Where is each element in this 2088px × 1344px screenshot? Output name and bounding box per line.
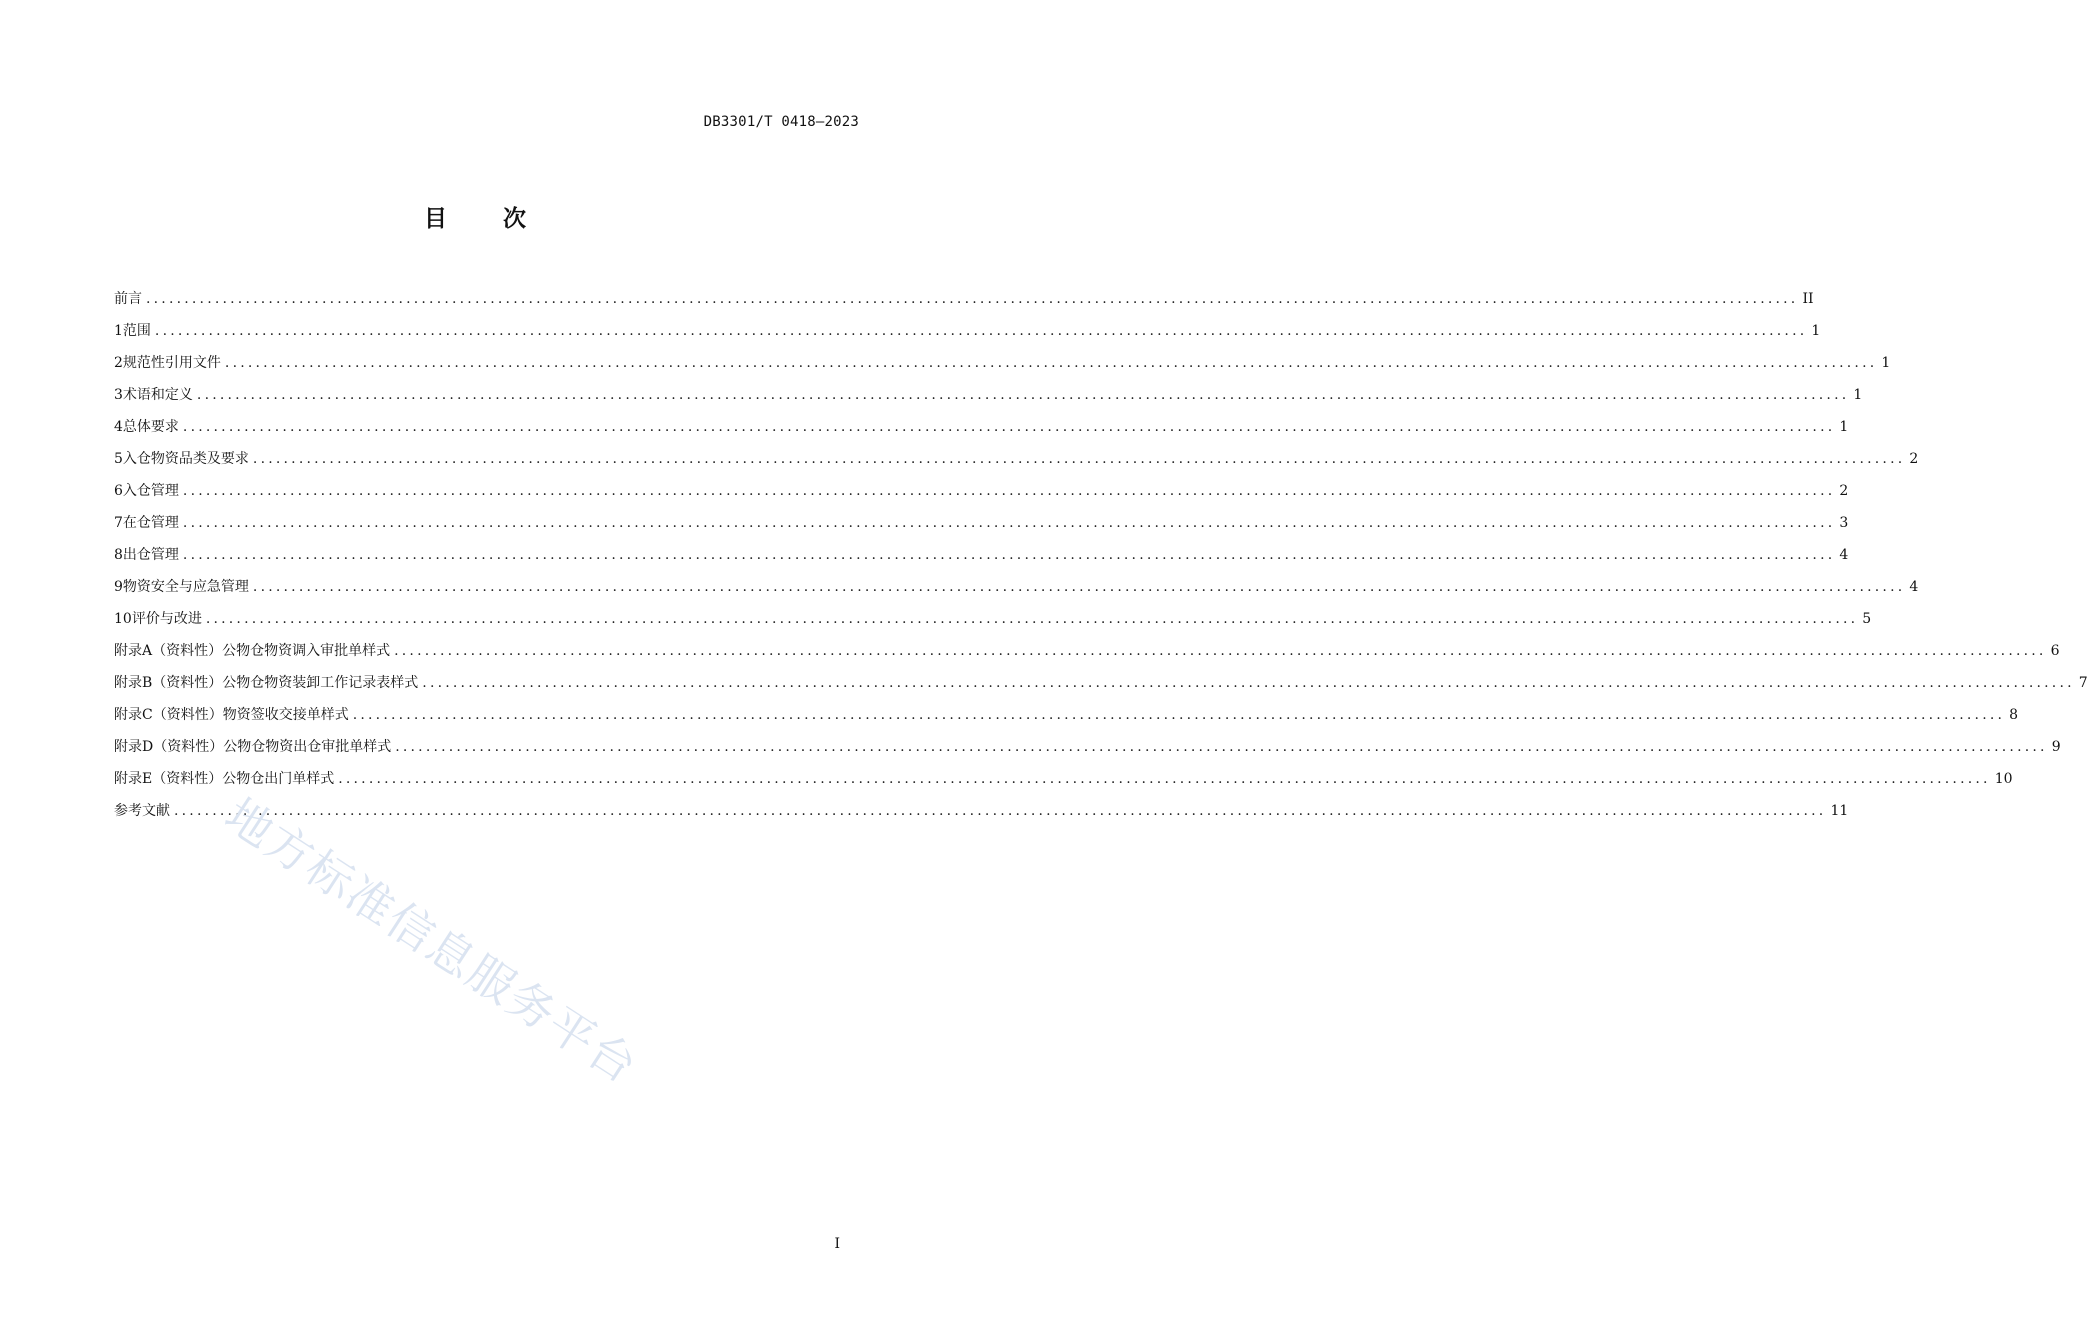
toc-title	[0, 200, 950, 233]
toc-entry-label: 在仓管理	[122, 515, 179, 531]
toc-leader-dots: ........................................................................................................................................................................................................................	[394, 643, 2047, 659]
toc-entry-number: 8	[114, 547, 123, 563]
table-of-contents	[114, 287, 2088, 831]
document-code: DB3301/T 0418—2023	[703, 114, 859, 130]
toc-leader-dots: ........................................................................................................................................................................................................................	[252, 579, 1906, 595]
toc-entry-page: 9	[2051, 739, 2061, 755]
toc-appendix-prefix: 附录D（资料性）	[114, 739, 224, 755]
page-number: I	[834, 1236, 840, 1252]
toc-entry-label: 范围	[122, 323, 151, 339]
toc-entry-number: 6	[114, 483, 123, 499]
toc-entry-label: 参考文献	[114, 803, 170, 819]
toc-leader-dots: ........................................................................................................................................................................................................................	[154, 323, 1808, 339]
toc-entry-label: 评价与改进	[131, 611, 202, 627]
toc-entry-label: 公物仓物资出仓审批单样式	[223, 739, 392, 755]
toc-entry-label: 公物仓出门单样式	[222, 771, 335, 787]
toc-title-char-2: 次	[503, 206, 526, 232]
toc-entry-appendix-b[interactable]	[114, 671, 2088, 703]
toc-entry-page: 1	[1881, 355, 1891, 371]
toc-leader-dots: ........................................................................................................................................................................................................................	[182, 515, 1836, 531]
toc-entry-label: 物资签收交接单样式	[222, 707, 349, 723]
toc-entry-page: 2	[1839, 483, 1849, 499]
toc-appendix-prefix: 附录B（资料性）	[114, 675, 223, 691]
toc-entry-8[interactable]	[114, 543, 1849, 575]
toc-title-char-1: 目	[424, 206, 447, 232]
toc-entry-label: 出仓管理	[122, 547, 179, 563]
toc-entry-page: 4	[1839, 547, 1849, 563]
toc-leader-dots: ........................................................................................................................................................................................................................	[182, 547, 1836, 563]
toc-entry-appendix-e[interactable]	[114, 767, 2013, 799]
toc-entry-number: 4	[114, 419, 123, 435]
toc-entry-appendix-d[interactable]	[114, 735, 2061, 767]
watermark: 地方标准信息服务平台	[215, 787, 648, 1095]
toc-entry-page: 8	[2009, 707, 2019, 723]
toc-leader-dots: ........................................................................................................................................................................................................................	[338, 771, 1991, 787]
toc-entry-page: 10	[1994, 771, 2013, 787]
toc-entry-page: 1	[1853, 387, 1863, 403]
toc-leader-dots: ........................................................................................................................................................................................................................	[182, 419, 1836, 435]
toc-entry-number: 3	[114, 387, 123, 403]
toc-entry-number: 1	[114, 323, 123, 339]
toc-entry-label: 公物仓物资调入审批单样式	[222, 643, 391, 659]
toc-entry-3[interactable]	[114, 383, 1863, 415]
toc-entry-6[interactable]	[114, 479, 1849, 511]
toc-leader-dots: ........................................................................................................................................................................................................................	[174, 803, 1827, 819]
toc-entry-foreword[interactable]	[114, 287, 1814, 319]
toc-entry-page: 6	[2050, 643, 2060, 659]
toc-entry-appendix-c[interactable]	[114, 703, 2019, 735]
toc-entry-appendix-a[interactable]	[114, 639, 2060, 671]
toc-entry-label: 公物仓物资装卸工作记录表样式	[222, 675, 419, 691]
toc-entry-page: 3	[1839, 515, 1849, 531]
toc-entry-number: 7	[114, 515, 123, 531]
toc-leader-dots: ........................................................................................................................................................................................................................	[395, 739, 2048, 755]
toc-entry-page: 5	[1862, 611, 1872, 627]
toc-appendix-prefix: 附录A（资料性）	[114, 643, 223, 659]
toc-leader-dots: ........................................................................................................................................................................................................................	[182, 483, 1836, 499]
toc-leader-dots: ........................................................................................................................................................................................................................	[146, 291, 1799, 307]
toc-entry-7[interactable]	[114, 511, 1849, 543]
toc-entry-page: II	[1802, 291, 1814, 307]
toc-entry-label: 入仓管理	[122, 483, 179, 499]
toc-entry-number: 10	[114, 611, 132, 627]
toc-leader-dots: ........................................................................................................................................................................................................................	[422, 675, 2075, 691]
toc-entry-label: 物资安全与应急管理	[122, 579, 249, 595]
toc-leader-dots: ........................................................................................................................................................................................................................	[196, 387, 1850, 403]
toc-entry-4[interactable]	[114, 415, 1849, 447]
toc-entry-page: 1	[1811, 323, 1821, 339]
toc-entry-page: 2	[1909, 451, 1919, 467]
toc-entry-label: 前言	[114, 291, 142, 307]
toc-leader-dots: ........................................................................................................................................................................................................................	[252, 451, 1906, 467]
toc-appendix-prefix: 附录E（资料性）	[114, 771, 223, 787]
toc-entry-label: 入仓物资品类及要求	[122, 451, 249, 467]
toc-entry-1[interactable]	[114, 319, 1821, 351]
toc-entry-number: 5	[114, 451, 123, 467]
toc-entry-2[interactable]	[114, 351, 1891, 383]
toc-entry-5[interactable]	[114, 447, 1919, 479]
toc-entry-number: 2	[114, 355, 123, 371]
toc-entry-page: 7	[2078, 675, 2088, 691]
toc-entry-9[interactable]	[114, 575, 1919, 607]
toc-entry-page: 11	[1830, 803, 1849, 819]
toc-entry-10[interactable]	[114, 607, 1872, 639]
toc-leader-dots: ........................................................................................................................................................................................................................	[224, 355, 1878, 371]
toc-entry-label: 规范性引用文件	[122, 355, 221, 371]
toc-entry-label: 总体要求	[122, 419, 179, 435]
toc-leader-dots: ........................................................................................................................................................................................................................	[352, 707, 2006, 723]
toc-entry-label: 术语和定义	[122, 387, 193, 403]
toc-leader-dots: ........................................................................................................................................................................................................................	[205, 611, 1859, 627]
toc-entry-page: 4	[1909, 579, 1919, 595]
toc-entry-references[interactable]	[114, 799, 1849, 831]
toc-entry-number: 9	[114, 579, 123, 595]
toc-entry-page: 1	[1839, 419, 1849, 435]
toc-appendix-prefix: 附录C（资料性）	[114, 707, 223, 723]
